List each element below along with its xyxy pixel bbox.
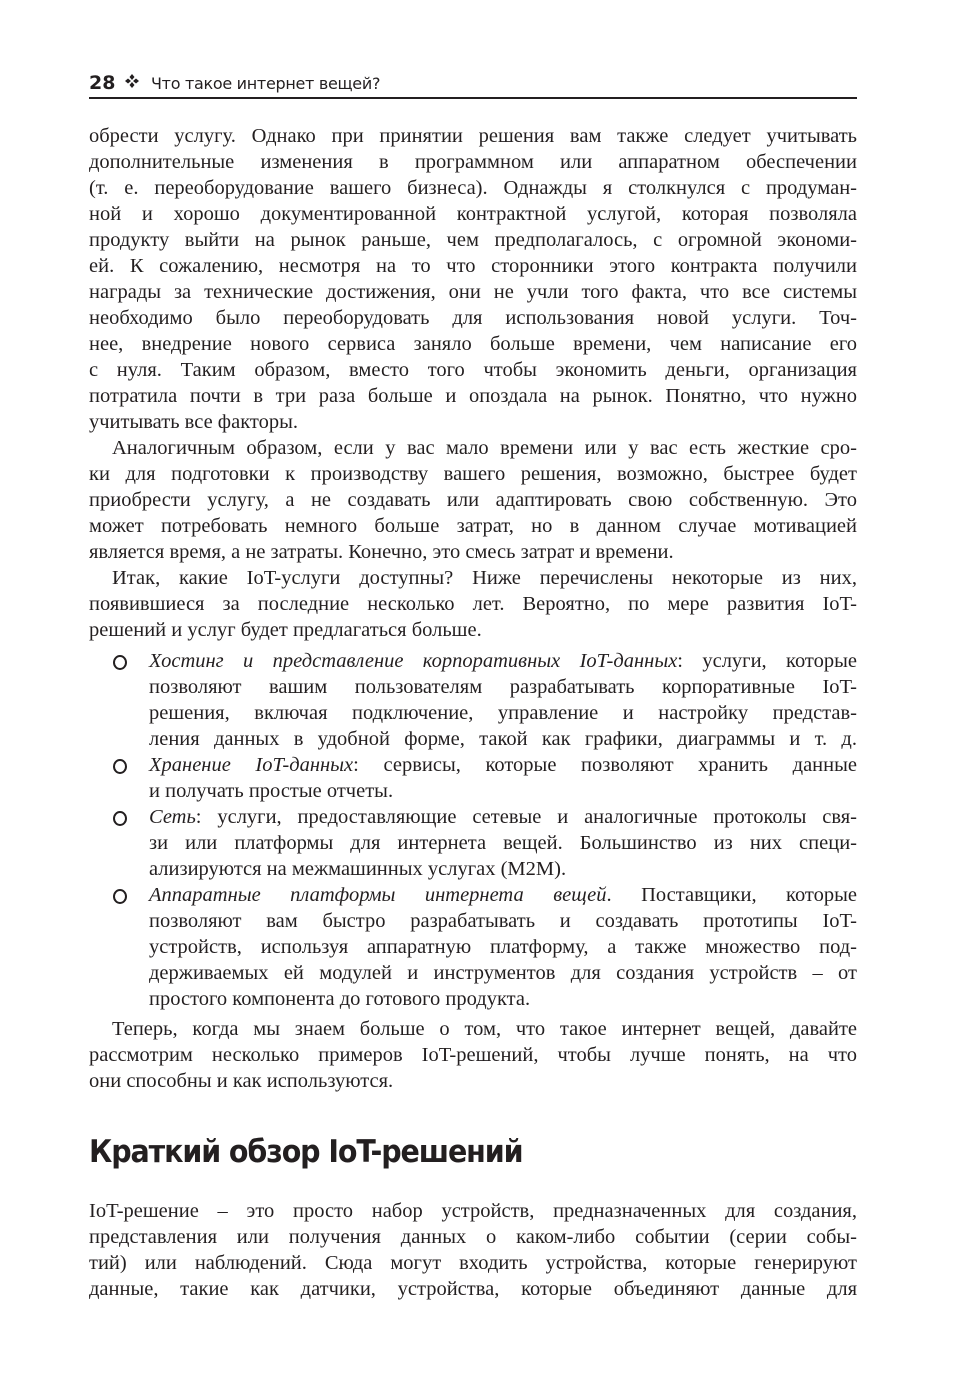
circle-bullet-icon [112, 758, 128, 774]
text-line: они способны и как используются. [89, 1070, 394, 1092]
text-line: обрести услугу. Однако при принятии решения вам также следует учитывать [89, 125, 857, 147]
text-line: нее, внедрение нового сервиса заняло больше времени, чем написание его [89, 333, 857, 355]
bullet-first-line [149, 804, 857, 830]
text-line: ки для подготовки к производству вашего решения, возможно, быстрее будет [89, 463, 857, 485]
bullet-term: Сеть [149, 806, 196, 828]
text-line: держиваемых ей модулей и инструментов для создания устройств – от [149, 962, 857, 984]
text-line: решений и услуг будет предлагаться больше. [89, 619, 482, 641]
text-line: необходимо было переоборудовать для использования новой услуги. Точ- [89, 307, 857, 329]
text-line: ализируются на межмашинных услугах (M2M). [149, 858, 567, 880]
text-line: потратила почти в три раза больше и опоздала на рынок. Понятно, что нужно [89, 385, 857, 407]
page-number: 28 [89, 72, 116, 94]
text-line: Итак, какие IoT-услуги доступны? Ниже перечислены некоторые из них, [112, 567, 857, 589]
text-line: награды за технические достижения, они не учли того факта, что все системы [89, 281, 857, 303]
text-line: и получать простые отчеты. [149, 780, 394, 802]
text-line: Теперь, когда мы знаем больше о том, что такое интернет вещей, давайте [112, 1018, 857, 1040]
section-heading: Краткий обзор IoT-решений [89, 1134, 523, 1170]
text-line: учитывать все факторы. [89, 411, 298, 433]
bullet-term: Хостинг и представление корпоративных IoT-данных [149, 650, 678, 672]
bullet-first-line [149, 752, 857, 778]
running-title: Что такое интернет вещей? [151, 74, 381, 93]
circle-bullet-icon [112, 654, 128, 670]
bullet-text: : сервисы, которые позволяют хранить данные [353, 754, 857, 776]
circle-bullet-icon [112, 888, 128, 904]
bullet-term: Хранение IoT-данных [149, 754, 354, 776]
diamond-ornament-icon [124, 73, 140, 89]
text-line: зи или платформы для интернета вещей. Большинство из них специ- [149, 832, 857, 854]
text-line: Аналогичным образом, если у вас мало времени или у вас есть жесткие сро- [112, 437, 857, 459]
text-line: (т. е. переоборудование вашего бизнеса). Однажды я столкнулся с продуман- [89, 177, 857, 199]
text-line: представления или получения данных о каком-либо событии (серии собы- [89, 1226, 857, 1248]
text-line: IoT-решение – это просто набор устройств, предназначенных для создания, [89, 1200, 857, 1222]
text-line: является время, а не затраты. Конечно, это смесь затрат и времени. [89, 541, 674, 563]
text-line: простого компонента до готового продукта. [149, 988, 531, 1010]
bullet-first-line [149, 882, 857, 908]
text-line: может потребовать немного больше затрат, но в данном случае мотивацией [89, 515, 857, 537]
text-line: дополнительные изменения в программном или аппаратном обеспечении [89, 151, 857, 173]
text-line: решения, включая подключение, управление и настройку представ- [149, 702, 857, 724]
bullet-text: . Поставщики, которые [606, 884, 857, 906]
bullet-text: : услуги, предоставляющие сетевые и аналогичные протоколы свя- [195, 806, 857, 828]
text-line: устройств, используя аппаратную платформу, а также множество под- [149, 936, 857, 958]
text-line: с нуля. Таким образом, вместо того чтобы экономить деньги, организация [89, 359, 857, 381]
text-line: ления данных в удобной форме, такой как графики, диаграммы и т. д. [149, 728, 857, 750]
text-line: приобрести услугу, а не создавать или адаптировать свою собственную. Это [89, 489, 857, 511]
bullet-first-line [149, 648, 857, 674]
text-line: продукту выйти на рынок раньше, чем предполагалось, с огромной экономи- [89, 229, 857, 251]
text-line: тий) или наблюдений. Сюда могут входить устройства, которые генерируют [89, 1252, 857, 1274]
text-line: появившиеся за последние несколько лет. Вероятно, по мере развития IoT- [89, 593, 857, 615]
text-line: позволяют вашим пользователям разрабатывать корпоративные IoT- [149, 676, 857, 698]
text-line: позволяют вам быстро разрабатывать и создавать прототипы IoT- [149, 910, 857, 932]
text-line: ной и хорошо документированной контрактной услугой, которая позволяла [89, 203, 857, 225]
text-line: рассмотрим несколько примеров IoT-решений, чтобы лучше понять, на что [89, 1044, 857, 1066]
text-line: данные, такие как датчики, устройства, которые объединяют данные для [89, 1278, 857, 1300]
bullet-text: : услуги, которые [677, 650, 857, 672]
circle-bullet-icon [112, 810, 128, 826]
text-line: ей. К сожалению, несмотря на то что сторонники этого контракта получили [89, 255, 857, 277]
running-header [89, 70, 857, 100]
bullet-term: Аппаратные платформы интернета вещей [149, 884, 607, 906]
header-rule [89, 97, 857, 99]
